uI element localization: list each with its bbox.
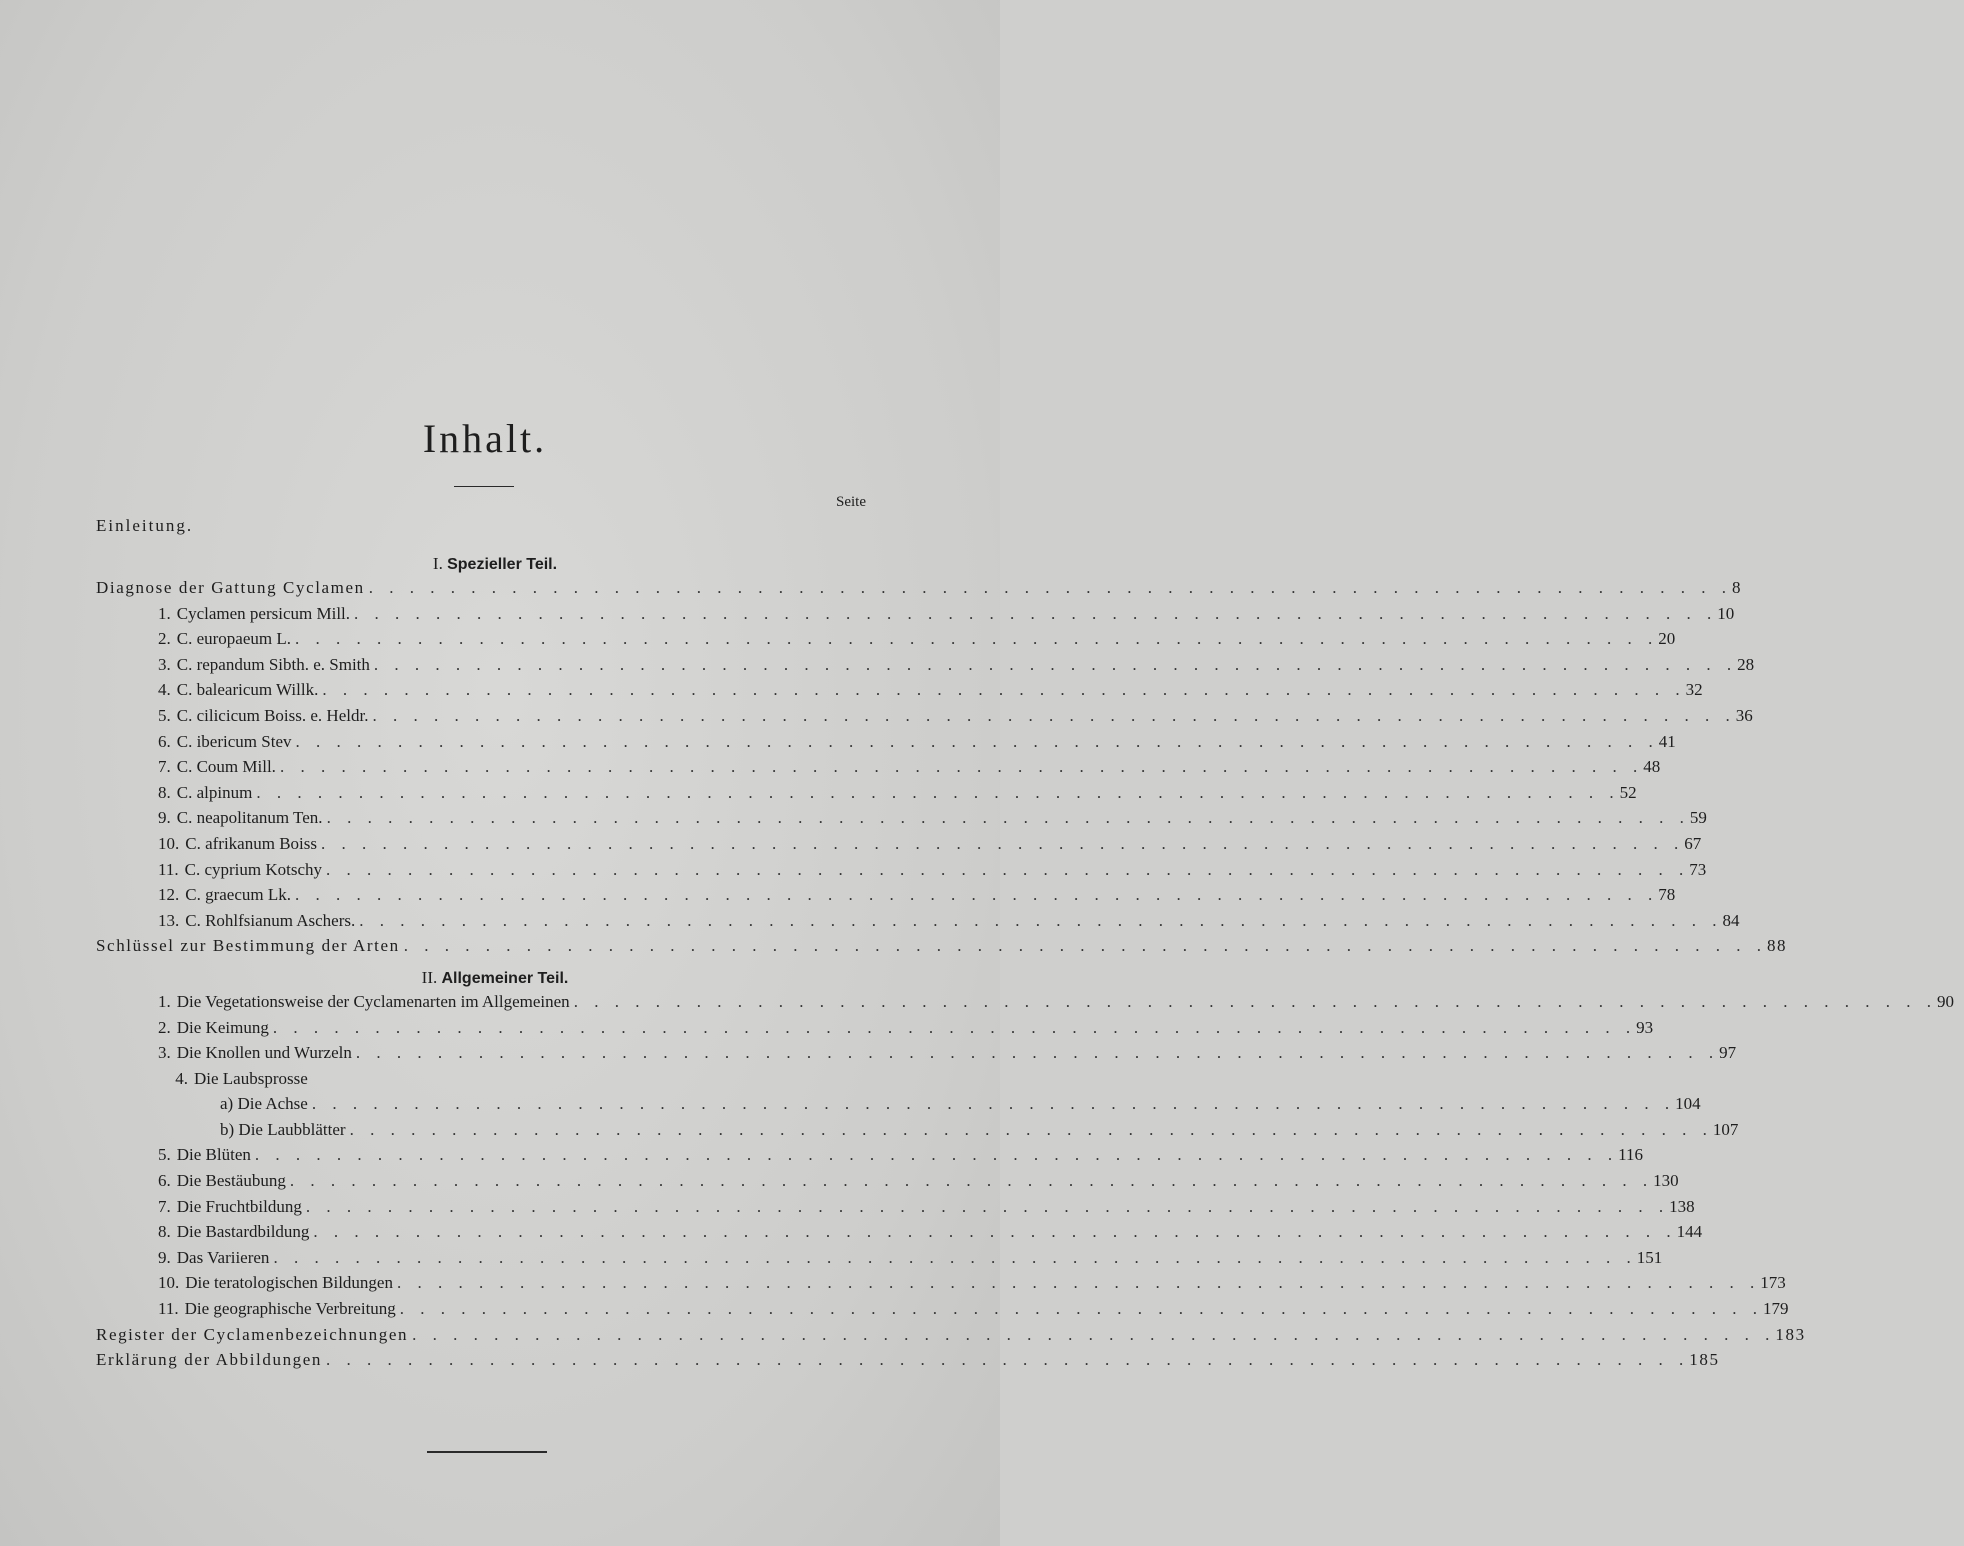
entry-page-number: 41 — [1658, 731, 1676, 751]
toc-entry-einleitung: Einleitung. — [96, 516, 194, 535]
entry-page-number: 107 — [1712, 1119, 1739, 1139]
entry-number: 8. — [158, 782, 171, 802]
page-title: Inhalt. — [422, 416, 548, 461]
toc-entry — [0, 859, 1707, 886]
entry-page-number: 48 — [1643, 757, 1661, 777]
entry-label: C. europaeum L. — [176, 629, 291, 649]
section-number: I. — [432, 554, 443, 573]
entry-page-number: 73 — [1689, 859, 1707, 879]
dot-leader — [321, 834, 1684, 854]
entry-label: C. graecum Lk. — [185, 885, 291, 905]
dot-leader — [273, 1248, 1636, 1268]
toc-entry — [0, 680, 1703, 706]
section-name: Spezieller Teil. — [447, 556, 558, 573]
entry-page-number: 179 — [1763, 1299, 1789, 1319]
dot-leader — [326, 860, 1689, 880]
toc-entry — [0, 654, 1755, 681]
dot-leader — [326, 1350, 1689, 1370]
dot-leader — [273, 1018, 1636, 1038]
dot-leader — [295, 732, 1658, 752]
toc-entry — [0, 1145, 1644, 1171]
entry-label: C. cilicicum Boiss. e. Heldr. — [176, 705, 369, 725]
entry-label: C. ibericum Stev — [176, 731, 292, 751]
toc-entry — [0, 1069, 1040, 1095]
toc-entry — [0, 731, 1676, 758]
entry-label: Die Keimung — [176, 1017, 269, 1037]
dot-leader — [313, 1222, 1676, 1242]
dot-leader — [327, 808, 1690, 828]
dot-leader — [372, 706, 1735, 726]
entry-number: 9. — [158, 1247, 171, 1267]
toc-entry — [0, 1119, 1739, 1146]
title-rule — [454, 486, 514, 487]
entry-page-number: 78 — [1658, 885, 1676, 905]
entry-number: 7. — [158, 1196, 171, 1216]
entry-label: Das Variieren — [176, 1247, 270, 1267]
toc-entry — [0, 1094, 1701, 1120]
entry-label: Erklärung der Abbildungen — [96, 1350, 323, 1370]
entry-number: 5. — [158, 705, 171, 725]
entry-number: 5. — [158, 1145, 171, 1165]
entry-number: 2. — [158, 1017, 171, 1037]
section-heading-2 — [0, 964, 980, 992]
entry-page-number: 10 — [1717, 603, 1735, 623]
entry-label: C. Rohlfsianum Aschers. — [185, 910, 356, 930]
entry-label: C. repandum Sibth. e. Smith — [176, 654, 370, 674]
entry-page-number: 138 — [1669, 1196, 1695, 1216]
dot-leader — [412, 1325, 1775, 1345]
entry-label: Diagnose der Gattung Cyclamen — [96, 578, 365, 597]
toc-entry — [0, 705, 1753, 732]
dot-leader — [404, 936, 1767, 956]
section-heading-1 — [0, 550, 980, 578]
toc-entry — [0, 757, 1661, 783]
dot-leader — [574, 992, 1937, 1012]
entry-label: C. Coum Mill. — [176, 757, 276, 777]
toc-entry — [0, 1247, 1663, 1274]
section-number: II. — [421, 967, 438, 987]
entry-number: 7. — [158, 757, 171, 777]
dot-leader — [306, 1197, 1669, 1217]
toc-entry — [0, 833, 1702, 860]
entry-number: 4. — [175, 1068, 188, 1088]
entry-label: C. balearicum Willk. — [176, 680, 319, 700]
entry-page-number: 144 — [1676, 1222, 1703, 1242]
entry-number: 10. — [158, 1273, 180, 1293]
entry-number: 1. — [158, 603, 171, 623]
dot-leader — [397, 1273, 1760, 1293]
entry-label: Schlüssel zur Bestimmung der Arten — [96, 936, 400, 956]
entry-number: 6. — [158, 1171, 171, 1191]
entry-label: Die geographische Verbreitung — [184, 1299, 396, 1319]
entry-page-number: 8 — [1732, 578, 1743, 597]
entry-page-number: 93 — [1636, 1017, 1654, 1037]
toc-entry — [0, 1222, 1703, 1248]
entry-number: 10. — [158, 833, 180, 853]
entry-label: Die Vegetationsweise der Cyclamenarten im Allgemeinen — [176, 991, 570, 1011]
toc-entry — [0, 1299, 1789, 1325]
entry-number: 11. — [158, 1299, 179, 1319]
toc-entry — [0, 1017, 1654, 1044]
entry-page-number: 88 — [1766, 936, 1788, 956]
entry-page-number: 52 — [1619, 782, 1637, 802]
dot-leader — [280, 757, 1643, 777]
entry-page-number: 173 — [1760, 1273, 1786, 1293]
toc-entry — [0, 603, 1735, 630]
dot-leader — [374, 655, 1737, 675]
dot-leader — [356, 1043, 1719, 1063]
page-column-header: Seite — [836, 494, 866, 510]
entry-page-number: 185 — [1689, 1350, 1720, 1370]
dot-leader — [255, 1145, 1618, 1165]
entry-label: Register der Cyclamenbezeichnungen — [96, 1324, 409, 1344]
entry-label: C. afrikanum Boiss — [185, 833, 317, 853]
entry-number: 1. — [158, 991, 171, 1011]
entry-page-number: 151 — [1636, 1247, 1663, 1267]
closing-rule — [427, 1451, 547, 1453]
entry-page-number: 183 — [1775, 1324, 1806, 1344]
toc-entry — [0, 936, 1788, 962]
toc-entry — [0, 1171, 1679, 1197]
entry-page-number: 20 — [1658, 629, 1676, 649]
toc-entry — [0, 991, 1954, 1018]
toc-entry — [0, 629, 1676, 655]
entry-label: C. cyprium Kotschy — [184, 859, 323, 879]
entry-page-number: 116 — [1618, 1145, 1644, 1165]
entry-page-number: 84 — [1722, 910, 1740, 930]
entry-page-number: 67 — [1684, 833, 1702, 853]
entry-number: 2. — [158, 629, 171, 649]
entry-label: Die Bestäubung — [176, 1171, 286, 1191]
dot-leader — [369, 578, 1732, 598]
entry-page-number: 36 — [1735, 705, 1753, 725]
toc-entry — [0, 1196, 1695, 1223]
entry-number: 13. — [158, 910, 180, 930]
entry-number: 6. — [158, 731, 171, 751]
entry-number: 3. — [158, 654, 171, 674]
toc-entry — [0, 578, 1743, 604]
entry-page-number: 104 — [1675, 1094, 1701, 1114]
dot-leader — [322, 680, 1685, 700]
dot-leader — [295, 885, 1658, 905]
entry-label: a) Die Achse — [220, 1094, 308, 1114]
entry-label: Die Fruchtbildung — [176, 1196, 302, 1216]
entry-number: 8. — [158, 1222, 171, 1242]
entry-number: 4. — [158, 680, 171, 700]
entry-number: 12. — [158, 885, 180, 905]
section-2-entries — [0, 991, 1954, 1376]
table-of-contents — [0, 550, 1954, 1376]
toc-entry — [0, 782, 1637, 809]
toc-entry — [0, 885, 1676, 911]
toc-entry — [0, 1350, 1720, 1376]
entry-page-number: 28 — [1737, 654, 1755, 674]
dot-leader — [354, 604, 1717, 624]
entry-label: Die Blüten — [176, 1145, 251, 1165]
entry-page-number: 32 — [1685, 680, 1703, 700]
entry-label: Die Laubsprosse — [194, 1068, 308, 1088]
section-name: Allgemeiner Teil. — [441, 969, 569, 987]
dot-leader — [312, 1094, 1675, 1114]
entry-page-number: 90 — [1936, 991, 1954, 1011]
entry-label: C. alpinum — [176, 782, 253, 802]
entry-label: Die Bastardbildung — [176, 1222, 310, 1242]
toc-entry — [0, 808, 1707, 834]
toc-entry — [0, 1273, 1786, 1299]
entry-label: Cyclamen persicum Mill. — [176, 603, 351, 623]
dot-leader — [295, 629, 1658, 649]
entry-label: b) Die Laubblätter — [220, 1119, 346, 1139]
entry-number: 11. — [158, 859, 179, 879]
entry-label: C. neapolitanum Ten. — [176, 808, 323, 828]
entry-label: Die teratologischen Bildungen — [185, 1273, 393, 1293]
dot-leader — [400, 1299, 1763, 1319]
entry-page-number: 59 — [1689, 808, 1707, 828]
entry-number: 3. — [158, 1043, 171, 1063]
toc-entry — [0, 1324, 1806, 1351]
entry-label: Die Knollen und Wurzeln — [176, 1043, 352, 1063]
toc-entry — [0, 1043, 1737, 1069]
dot-leader — [350, 1120, 1713, 1140]
section-1-entries — [0, 578, 1788, 962]
entry-number: 9. — [158, 808, 171, 828]
dot-leader — [256, 783, 1619, 803]
dot-leader — [290, 1171, 1653, 1191]
dot-leader — [359, 911, 1722, 931]
toc-entry — [0, 910, 1740, 937]
entry-page-number: 97 — [1719, 1043, 1737, 1063]
entry-page-number: 130 — [1653, 1171, 1679, 1191]
